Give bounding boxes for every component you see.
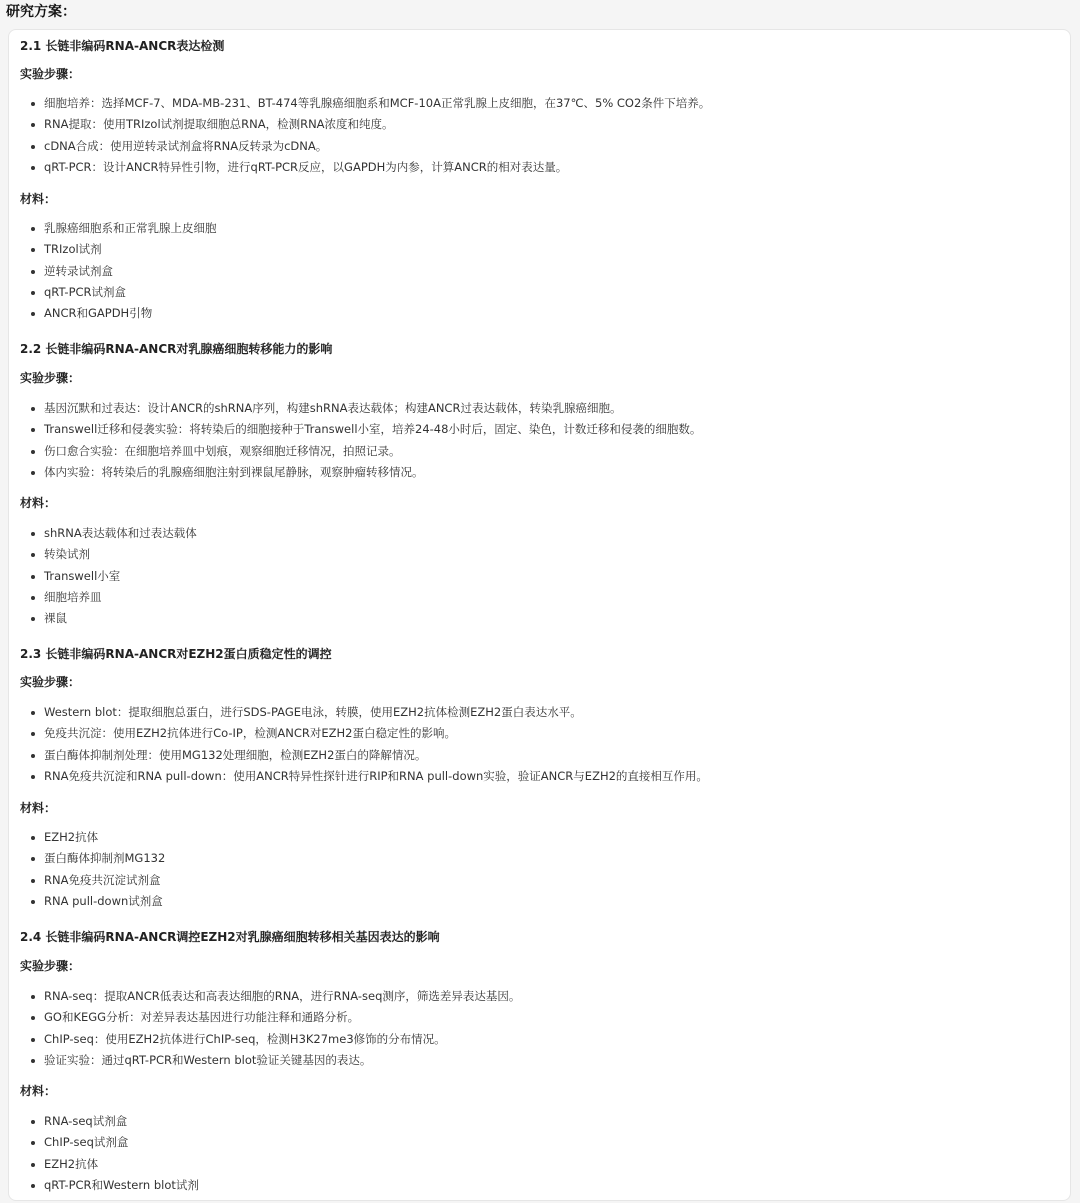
list-item: EZH2抗体 bbox=[9, 1154, 199, 1175]
materials-list-2-2 bbox=[9, 523, 197, 629]
list-item: 转染试剂 bbox=[9, 544, 197, 565]
bullet-icon bbox=[31, 617, 35, 621]
bullet-icon bbox=[31, 450, 35, 454]
section-title-2-2: 2.2 长链非编码RNA-ANCR对乳腺癌细胞转移能力的影响 bbox=[20, 342, 333, 356]
bullet-icon bbox=[31, 471, 35, 475]
bullet-icon bbox=[31, 248, 35, 252]
materials-heading-2-4: 材料： bbox=[20, 1084, 57, 1098]
list-item: ChIP-seq试剂盒 bbox=[9, 1132, 199, 1153]
steps-heading-2-2: 实验步骤： bbox=[20, 371, 81, 385]
list-item: 裸鼠 bbox=[9, 608, 197, 629]
section-title-2-3: 2.3 长链非编码RNA-ANCR对EZH2蛋白质稳定性的调控 bbox=[20, 647, 332, 661]
steps-list-2-2 bbox=[9, 398, 701, 483]
bullet-icon bbox=[31, 291, 35, 295]
bullet-icon bbox=[31, 166, 35, 170]
materials-list-2-1 bbox=[9, 218, 217, 324]
bullet-icon bbox=[31, 1184, 35, 1188]
list-item: 细胞培养：选择MCF-7、MDA-MB-231、BT-474等乳腺癌细胞系和MCF-10A正常乳腺上皮细胞，在37℃、5% CO2条件下培养。 bbox=[9, 93, 710, 114]
steps-heading-2-4: 实验步骤： bbox=[20, 959, 81, 973]
bullet-icon bbox=[31, 1016, 35, 1020]
bullet-icon bbox=[31, 227, 35, 231]
bullet-icon bbox=[31, 1120, 35, 1124]
bullet-icon bbox=[31, 575, 35, 579]
bullet-icon bbox=[31, 857, 35, 861]
materials-heading-2-2: 材料： bbox=[20, 496, 57, 510]
list-item: qRT-PCR试剂盒 bbox=[9, 282, 217, 303]
list-item: shRNA表达载体和过表达载体 bbox=[9, 523, 197, 544]
bullet-icon bbox=[31, 553, 35, 557]
bullet-icon bbox=[31, 836, 35, 840]
bullet-icon bbox=[31, 1141, 35, 1145]
list-item: RNA-seq试剂盒 bbox=[9, 1111, 199, 1132]
list-item: 验证实验：通过qRT-PCR和Western blot验证关键基因的表达。 bbox=[9, 1050, 520, 1071]
bullet-icon bbox=[31, 900, 35, 904]
steps-list-2-3 bbox=[9, 702, 708, 787]
bullet-icon bbox=[31, 754, 35, 758]
bullet-icon bbox=[31, 711, 35, 715]
list-item: EZH2抗体 bbox=[9, 827, 165, 848]
list-item: 伤口愈合实验：在细胞培养皿中划痕，观察细胞迁移情况，拍照记录。 bbox=[9, 441, 701, 462]
bullet-icon bbox=[31, 1163, 35, 1167]
steps-heading-2-3: 实验步骤： bbox=[20, 675, 81, 689]
list-item: RNA pull-down试剂盒 bbox=[9, 891, 165, 912]
steps-list-2-1 bbox=[9, 93, 710, 178]
list-item: RNA免疫共沉淀试剂盒 bbox=[9, 870, 165, 891]
list-item: RNA提取：使用TRIzol试剂提取细胞总RNA，检测RNA浓度和纯度。 bbox=[9, 114, 710, 135]
list-item: 细胞培养皿 bbox=[9, 587, 197, 608]
list-item: qRT-PCR和Western blot试剂 bbox=[9, 1175, 199, 1196]
list-item: 免疫共沉淀：使用EZH2抗体进行Co-IP，检测ANCR对EZH2蛋白稳定性的影响。 bbox=[9, 723, 708, 744]
list-item: Western blot：提取细胞总蛋白，进行SDS-PAGE电泳，转膜，使用EZH2抗体检测EZH2蛋白表达水平。 bbox=[9, 702, 708, 723]
bullet-icon bbox=[31, 102, 35, 106]
bullet-icon bbox=[31, 407, 35, 411]
bullet-icon bbox=[31, 532, 35, 536]
section-title-2-4: 2.4 长链非编码RNA-ANCR调控EZH2对乳腺癌细胞转移相关基因表达的影响 bbox=[20, 930, 440, 944]
list-item: 蛋白酶体抑制剂MG132 bbox=[9, 848, 165, 869]
list-item: Transwell迁移和侵袭实验：将转染后的细胞接种于Transwell小室，培养24-48小时后，固定、染色，计数迁移和侵袭的细胞数。 bbox=[9, 419, 701, 440]
bullet-icon bbox=[31, 123, 35, 127]
materials-heading-2-3: 材料： bbox=[20, 801, 57, 815]
page-title: 研究方案： bbox=[6, 4, 76, 20]
bullet-icon bbox=[31, 732, 35, 736]
bullet-icon bbox=[31, 1038, 35, 1042]
list-item: cDNA合成：使用逆转录试剂盒将RNA反转录为cDNA。 bbox=[9, 136, 710, 157]
list-item: TRIzol试剂 bbox=[9, 239, 217, 260]
content-card bbox=[8, 29, 1071, 1201]
bullet-icon bbox=[31, 312, 35, 316]
list-item: RNA免疫共沉淀和RNA pull-down：使用ANCR特异性探针进行RIP和RNA pull-down实验，验证ANCR与EZH2的直接相互作用。 bbox=[9, 766, 708, 787]
section-title-2-1: 2.1 长链非编码RNA-ANCR表达检测 bbox=[20, 39, 225, 53]
list-item: ChIP-seq：使用EZH2抗体进行ChIP-seq，检测H3K27me3修饰的分布情况。 bbox=[9, 1029, 520, 1050]
materials-list-2-3 bbox=[9, 827, 165, 912]
bullet-icon bbox=[31, 596, 35, 600]
bullet-icon bbox=[31, 145, 35, 149]
list-item: GO和KEGG分析：对差异表达基因进行功能注释和通路分析。 bbox=[9, 1007, 520, 1028]
bullet-icon bbox=[31, 1059, 35, 1063]
steps-heading-2-1: 实验步骤： bbox=[20, 67, 81, 81]
list-item: 蛋白酶体抑制剂处理：使用MG132处理细胞，检测EZH2蛋白的降解情况。 bbox=[9, 745, 708, 766]
list-item: 体内实验：将转染后的乳腺癌细胞注射到裸鼠尾静脉，观察肿瘤转移情况。 bbox=[9, 462, 701, 483]
steps-list-2-4 bbox=[9, 986, 520, 1071]
bullet-icon bbox=[31, 270, 35, 274]
list-item: 逆转录试剂盒 bbox=[9, 261, 217, 282]
list-item: Transwell小室 bbox=[9, 566, 197, 587]
list-item: ANCR和GAPDH引物 bbox=[9, 303, 217, 324]
list-item: 基因沉默和过表达：设计ANCR的shRNA序列，构建shRNA表达载体；构建ANCR过表达载体，转染乳腺癌细胞。 bbox=[9, 398, 701, 419]
bullet-icon bbox=[31, 995, 35, 999]
bullet-icon bbox=[31, 879, 35, 883]
list-item: qRT-PCR：设计ANCR特异性引物，进行qRT-PCR反应，以GAPDH为内参，计算ANCR的相对表达量。 bbox=[9, 157, 710, 178]
materials-list-2-4 bbox=[9, 1111, 199, 1196]
bullet-icon bbox=[31, 428, 35, 432]
list-item: 乳腺癌细胞系和正常乳腺上皮细胞 bbox=[9, 218, 217, 239]
list-item: RNA-seq：提取ANCR低表达和高表达细胞的RNA，进行RNA-seq测序，筛选差异表达基因。 bbox=[9, 986, 520, 1007]
bullet-icon bbox=[31, 775, 35, 779]
materials-heading-2-1: 材料： bbox=[20, 192, 57, 206]
